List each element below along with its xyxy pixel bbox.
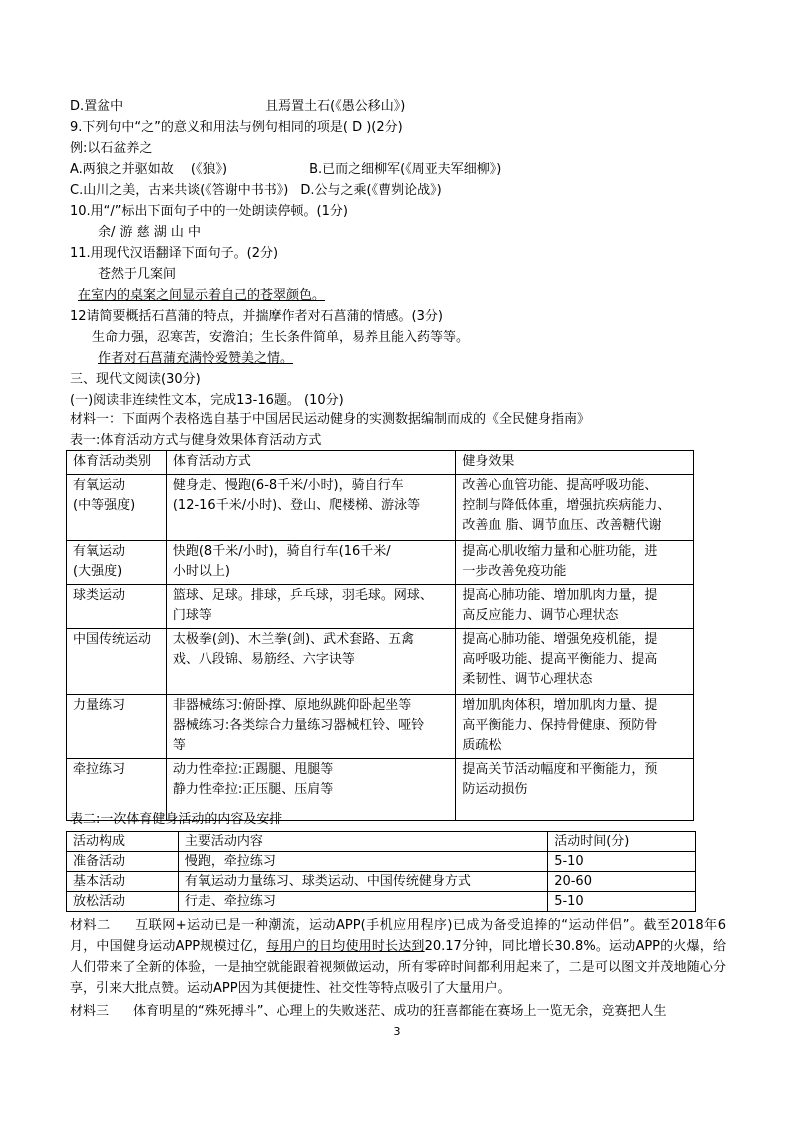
fitness-effect: 提高关节活动幅度和平衡能力，预 防运动损伤 [456, 759, 694, 821]
activity-content: 行走、牵拉练习 [178, 892, 547, 912]
fitness-effect: 提高心肌收缩力量和心脏功能，进 一步改善免疫功能 [456, 541, 694, 585]
table-header-row [67, 832, 696, 852]
table-header-cell: 体育活动方式 [166, 451, 456, 475]
activity-method: 健身走、慢跑(6-8千米/小时)，骑自行车 (12-16千米/小时)、登山、爬楼梯、游泳等 [166, 475, 456, 541]
q10-stem: 10.用“/”标出下面句子中的一处朗读停顿。(1分) [70, 204, 348, 219]
fitness-effect: 提高心肺功能、增加肌肉力量，提 高反应能力、调节心理状态 [456, 585, 694, 629]
table-header-cell: 活动时间(分) [548, 832, 696, 852]
material-two-text-cont: 20.17分钟，同比增长30.8%。运动APP的火爆，给人们带来了全新的体验，一是抽空就能跟着视频做运动，所有零碎时间都利用起来了，二是可以图文并茂地随心分享，引来大批点赞。运动APP因为其便捷性、社交性等特点吸引了大量用户。 [70, 939, 726, 996]
activity-category: 有氧运动 (中等强度) [67, 475, 167, 541]
fitness-effect: 提高心肺功能、增强免疫机能，提 高呼吸功能、提高平衡能力、提高 柔韧性、调节心理状态 [456, 629, 694, 695]
material-two-underlined: 每用户的日均使用时长达到 [266, 939, 425, 954]
activity-part: 准备活动 [67, 852, 179, 872]
q8-option-d [70, 97, 405, 117]
page-number: 3 [393, 1025, 401, 1038]
material-one-intro: 材料一：下面两个表格选自基于中国居民运动健身的实测数据编制而成的《全民健身指南》 [70, 412, 591, 427]
q8-option-d-example: 且焉置土石(《愚公移山》) [265, 99, 406, 114]
activity-duration: 20-60 [548, 872, 696, 892]
activity-method: 非器械练习:俯卧撑、原地纵跳仰卧起坐等 器械练习:各类综合力量练习器械杠铃、哑铃 等 [166, 695, 456, 759]
material-three [70, 1002, 667, 1022]
activity-method: 动力性牵拉:正踢腿、甩腿等 静力性牵拉:正压腿、压肩等 [166, 759, 456, 821]
activity-content: 有氧运动力量练习、球类运动、中国传统健身方式 [178, 872, 547, 892]
section-title: 三、现代文阅读(30分) [70, 372, 201, 387]
table-two-title: 表二:一次体育健身活动的内容及安排 [70, 812, 283, 827]
table-row [67, 475, 694, 541]
q9-option-c: C.山川之美，古来共谈(《答谢中书书》) [70, 183, 289, 198]
table-row [67, 852, 696, 872]
section-subtitle: (一)阅读非连续性文本，完成13-16题。 (10分) [70, 393, 344, 408]
table-header-cell: 活动构成 [67, 832, 179, 852]
activity-category: 中国传统运动 [67, 629, 167, 695]
q9-stem: 9.下列句中“之”的意义和用法与例句相同的项是( D )(2分) [70, 120, 403, 135]
activity-category: 力量练习 [67, 695, 167, 759]
material-three-text: 体育明星的“殊死搏斗”、心理上的失败迷茫、成功的狂喜都能在赛场上一览无余，竞赛把人生 [133, 1004, 667, 1019]
q12-answer-emotion: 作者对石菖蒲充满怜爱赞美之情。 [98, 351, 294, 366]
table-row [67, 629, 694, 695]
fitness-effect: 改善心血管功能、提高呼吸功能、 控制与降低体重，增强抗疾病能力、 改善血 脂、调节血压、改善糖代谢 [456, 475, 694, 541]
material-two [70, 915, 726, 999]
activity-part: 放松活动 [67, 892, 179, 912]
table-header-cell: 主要活动内容 [178, 832, 547, 852]
fitness-effect: 增加肌肉体积，增加肌肉力量、提 高平衡能力、保持骨健康、预防骨 质疏松 [456, 695, 694, 759]
activity-method: 篮球、足球。排球，乒乓球，羽毛球。网球、 门球等 [166, 585, 456, 629]
activity-content: 慢跑，牵拉练习 [178, 852, 547, 872]
table-header-cell: 体育活动类别 [67, 451, 167, 475]
workout-schedule-table [66, 831, 696, 912]
q10-answer: 余/ 游 慈 湖 山 中 [98, 225, 202, 240]
q12-stem: 12请简要概括石菖蒲的特点，并揣摩作者对石菖蒲的情感。(3分) [70, 309, 443, 324]
q8-option-d-word: D.置盆中 [70, 99, 124, 114]
q11-sentence: 苍然于几案间 [98, 267, 177, 282]
q9-option-a: A.两狼之并驱如故 (《狼》) [70, 162, 228, 177]
activity-duration: 5-10 [548, 852, 696, 872]
activity-method: 太极拳(剑)、木兰拳(剑)、武术套路、五禽 戏、八段锦、易筋经、六字诀等 [166, 629, 456, 695]
activity-part: 基本活动 [67, 872, 179, 892]
fitness-activity-table [66, 450, 694, 821]
table-one-title: 表一:体育活动方式与健身效果体育活动方式 [70, 433, 322, 448]
table-header-row [67, 451, 694, 475]
activity-category: 有氧运动 (大强度) [67, 541, 167, 585]
table-row [67, 695, 694, 759]
activity-category: 球类运动 [67, 585, 167, 629]
q9-option-b: B.已而之细柳军(《周亚夫军细柳》) [309, 162, 502, 177]
activity-duration: 5-10 [548, 892, 696, 912]
material-two-text: 互联网+运动已是一种潮流，运动APP(手机应用程序)已成为备受追捧的“运动伴侣”。截至2018年6月，中国健身运动APP规模过亿， [70, 918, 726, 954]
material-two-label: 材料二 [70, 918, 111, 933]
q12-answer-traits: 生命力强，忍寒苦，安澹泊；生长条件简单，易养且能入药等等。 [92, 330, 470, 345]
q9-options-ab [70, 160, 501, 180]
table-row [67, 892, 696, 912]
activity-method: 快跑(8千米/小时)，骑自行车(16千米/ 小时以上) [166, 541, 456, 585]
q11-answer: 在室内的桌案之间显示着自己的苍翠颜色。 [78, 288, 326, 303]
q9-example: 例:以石盆养之 [70, 141, 153, 156]
table-row [67, 541, 694, 585]
q11-stem: 11.用现代汉语翻译下面句子。(2分) [70, 246, 279, 261]
activity-category: 牵拉练习 [67, 759, 167, 821]
q9-option-d: D.公与之乘(《曹刿论战》) [300, 183, 442, 198]
q9-options-cd [70, 181, 442, 201]
table-row [67, 585, 694, 629]
table-header-cell: 健身效果 [456, 451, 694, 475]
material-three-label: 材料三 [70, 1004, 110, 1019]
table-row [67, 872, 696, 892]
